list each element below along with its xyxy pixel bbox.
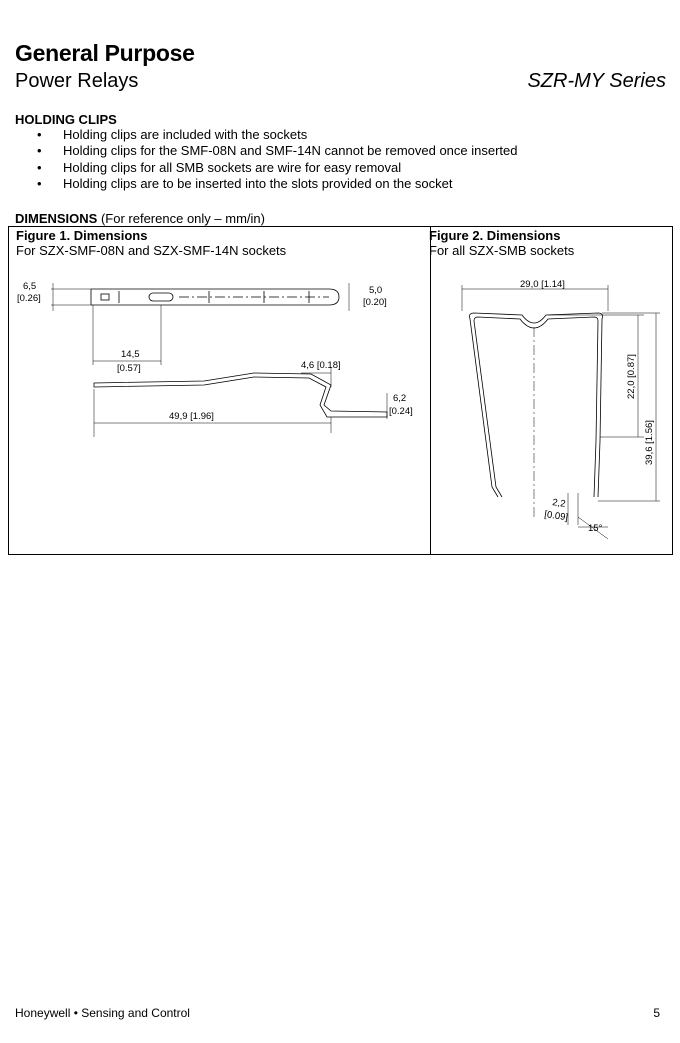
dim-22-0: 22,0 [0.87] (626, 354, 637, 399)
series-name: SZR-MY Series (527, 70, 666, 92)
list-item: • Holding clips for all SMB sockets are wire for easy removal (15, 160, 518, 176)
dim-4-6: 4,6 [0.18] (301, 360, 341, 371)
list-item: • Holding clips are to be inserted into the slots provided on the socket (15, 176, 518, 192)
figure1-subtitle: For SZX-SMF-08N and SZX-SMF-14N sockets (16, 243, 287, 258)
figure1-title: Figure 1. Dimensions (16, 228, 148, 243)
dim-6-5-in: [0.26] (17, 293, 41, 304)
dimensions-note: (For reference only – mm/in) (100, 211, 265, 226)
page-number: 5 (653, 1006, 660, 1020)
dim-2-2: 2,2 (551, 497, 567, 510)
dimensions-box (8, 226, 673, 555)
dim-6-2-in: [0.24] (389, 406, 413, 417)
dim-14-5: 14,5 (121, 349, 140, 360)
dim-29-0: 29,0 [1.14] (520, 279, 565, 290)
dimensions-heading (15, 211, 265, 226)
dim-angle: 15° (588, 523, 603, 534)
figure2-subtitle: For all SZX-SMB sockets (429, 243, 575, 258)
dim-39-6: 39,6 [1.56] (644, 420, 655, 465)
dim-5-0: 5,0 (369, 285, 383, 296)
footer-company: Honeywell • Sensing and Control (15, 1006, 190, 1020)
dim-14-5-in: [0.57] (117, 363, 141, 374)
figure2-drawing (430, 227, 672, 554)
holding-clips-list (15, 127, 518, 192)
dim-6-5: 6,5 (23, 281, 37, 292)
dimensions-heading-label: DIMENSIONS (15, 211, 98, 226)
page-subtitle: Power Relays (15, 70, 139, 92)
page-title: General Purpose (15, 40, 195, 66)
dim-6-2: 6,2 (393, 393, 407, 404)
holding-clips-heading: HOLDING CLIPS (15, 112, 117, 127)
list-item: • Holding clips for the SMF-08N and SMF-14N cannot be removed once inserted (15, 143, 518, 159)
dim-49-9: 49,9 [1.96] (169, 411, 214, 422)
list-item: • Holding clips are included with the sockets (15, 127, 518, 143)
figure2-title: Figure 2. Dimensions (429, 228, 561, 243)
dim-2-2-in: [0.09] (543, 509, 569, 524)
figure1-drawing (9, 227, 429, 554)
dim-5-0-in: [0.20] (363, 297, 387, 308)
